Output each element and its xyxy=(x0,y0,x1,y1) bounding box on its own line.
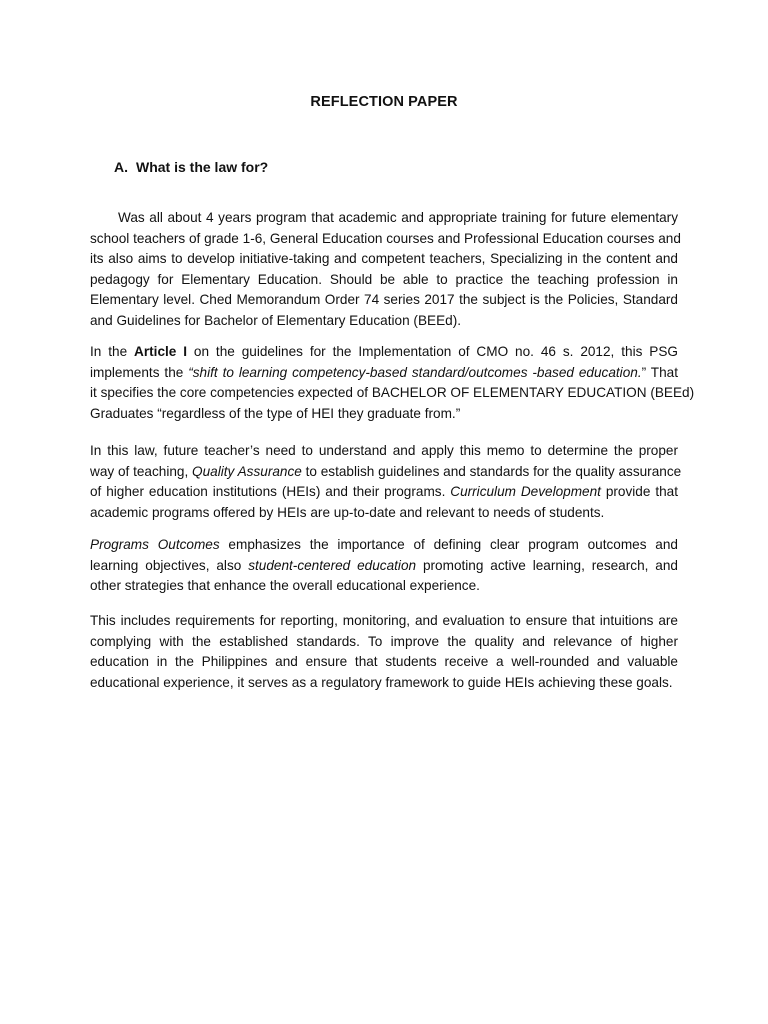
paragraph-line: complying with the established standards. To improve the quality and relevance of higher xyxy=(90,633,678,649)
section-heading-a xyxy=(114,159,268,175)
italic-term: student-centered education xyxy=(248,557,417,573)
quoted-phrase: “shift to learning competency-based standard/outcomes -based education. xyxy=(188,364,642,380)
paragraph-line: Elementary level. Ched Memorandum Order 74 series 2017 the subject is the Policies, Standard xyxy=(90,292,678,307)
italic-term: Quality Assurance xyxy=(192,463,302,479)
text-run: ” That xyxy=(641,364,679,380)
text-run: implements the xyxy=(90,364,189,380)
paragraph-line: school teachers of grade 1-6, General Education courses and Professional Education courses and xyxy=(90,230,681,246)
text-run: way of teaching, xyxy=(90,463,193,479)
paragraph-line: education in the Philippines and ensure that students receive a well-rounded and valuable xyxy=(90,654,678,669)
article-reference: Article I xyxy=(134,344,188,359)
paragraph-5 xyxy=(90,611,678,693)
paragraph-line xyxy=(90,363,678,384)
paragraph-4 xyxy=(90,535,678,597)
paragraph-line xyxy=(90,342,678,363)
text-run: provide that xyxy=(600,484,678,499)
paragraph-line xyxy=(90,462,682,483)
paragraph-line xyxy=(90,535,678,556)
section-heading-text: What is the law for? xyxy=(136,159,269,175)
paragraph-line: academic programs offered by HEIs are up-to-date and relevant to needs of students. xyxy=(90,504,605,520)
paragraph-2 xyxy=(90,342,695,424)
paragraph-line xyxy=(90,556,678,577)
italic-term: Programs Outcomes xyxy=(90,537,220,552)
paragraph-1 xyxy=(90,208,681,331)
paragraph-line: and Guidelines for Bachelor of Elementary Education (BEEd). xyxy=(90,312,462,328)
paragraph-3 xyxy=(90,441,682,523)
paragraph-line: other strategies that enhance the overall educational experience. xyxy=(90,578,480,593)
italic-term: Curriculum Development xyxy=(450,484,601,499)
paragraph-line: educational experience, it serves as a regulatory framework to guide HEIs achieving these goals. xyxy=(90,674,673,690)
section-marker: A. xyxy=(114,159,128,175)
paragraph-line: pedagogy for Elementary Education. Should be able to practice the teaching profession in xyxy=(90,271,678,287)
paragraph-line: it specifies the core competencies expected of BACHELOR OF ELEMENTARY EDUCATION (BEEd) xyxy=(90,385,695,400)
page-title: REFLECTION PAPER xyxy=(310,94,458,110)
text-run: emphasizes the importance of defining clear program outcomes and xyxy=(219,537,678,552)
paragraph-line: In this law, future teacher’s need to understand and apply this memo to determine the proper xyxy=(90,443,678,458)
text-run: to establish guidelines and standards for the quality assurance xyxy=(301,463,682,479)
text-run: of higher education institutions (HEIs) and their programs. xyxy=(90,484,451,499)
paragraph-line: Was all about 4 years program that academic and appropriate training for future elementary xyxy=(118,210,678,225)
text-run: on the guidelines for the Implementation of CMO no. 46 s. 2012, this PSG xyxy=(187,344,678,359)
text-run: promoting active learning, research, and xyxy=(416,557,678,573)
text-run: learning objectives, also xyxy=(90,557,249,573)
paragraph-line: Graduates “regardless of the type of HEI they graduate from.” xyxy=(90,405,461,421)
text-run: In the xyxy=(90,344,135,359)
paragraph-line: This includes requirements for reporting, monitoring, and evaluation to ensure that intuitions are xyxy=(90,613,678,628)
paragraph-line xyxy=(90,482,678,503)
paragraph-line: its also aims to develop initiative-taking and competent teachers, Specializing in the content and xyxy=(90,251,678,266)
